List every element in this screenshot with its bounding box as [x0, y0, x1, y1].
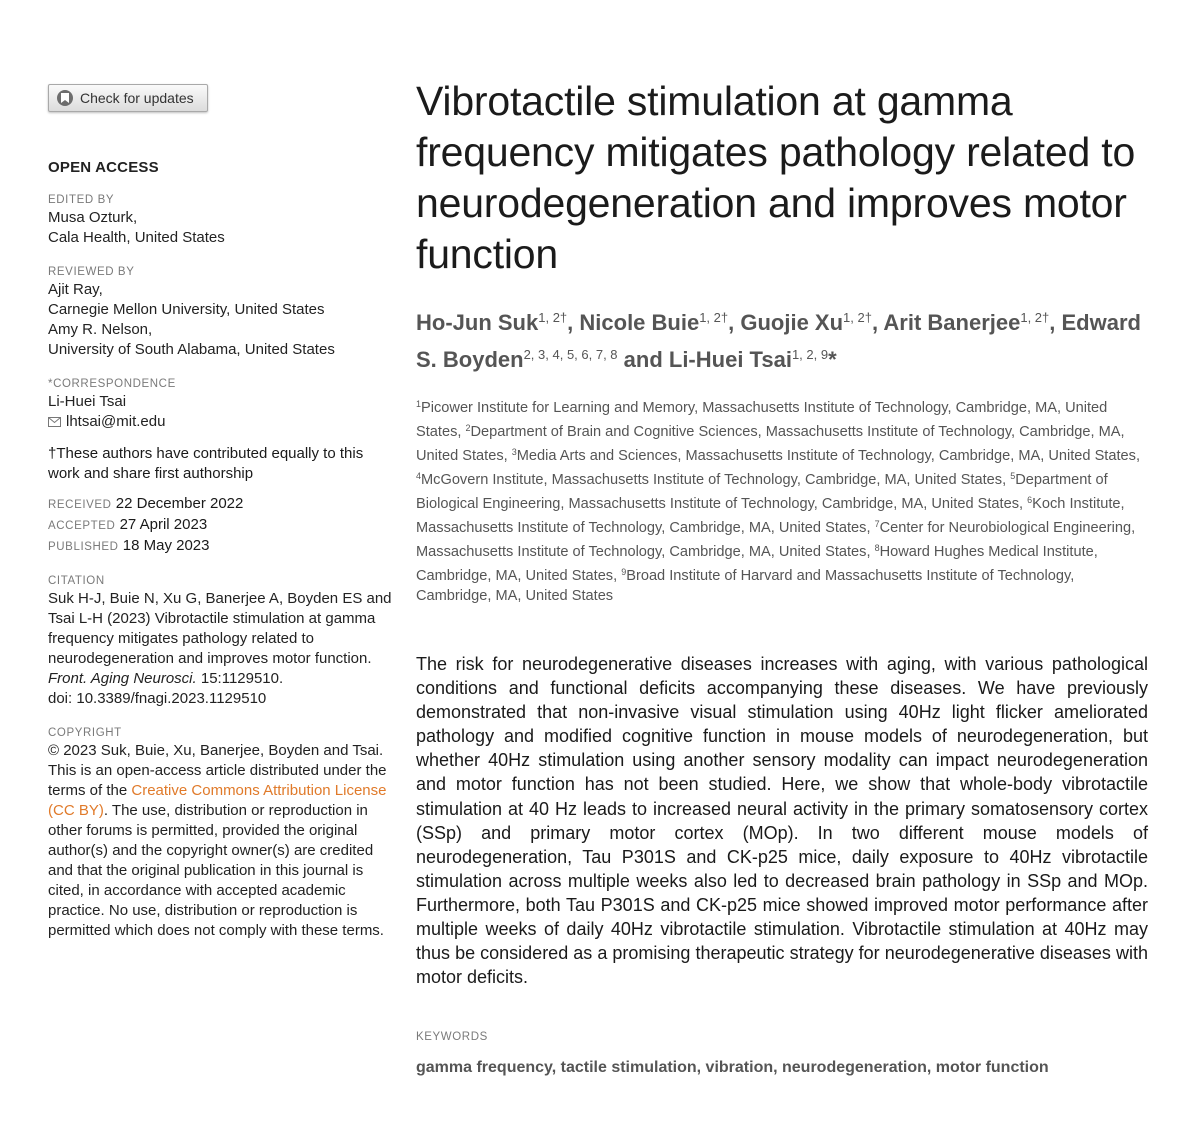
author-name[interactable]: Ho-Jun Suk	[416, 310, 539, 335]
citation-text: Suk H-J, Buie N, Xu G, Banerjee A, Boyden ES and Tsai L-H (2023) Vibrotactile stimulation at gamma frequency mitigates pathology related to neurodegeneration and improves motor function.	[48, 590, 392, 667]
reviewer-name: Ajit Ray,	[48, 281, 103, 298]
abstract: The risk for neurodegenerative diseases increases with aging, with various pathological conditions and functional deficits accompanying these diseases. We have previously demonstrated that non-invasive visual stimulation using 40Hz light flicker ameliorated pathology and modified cognitive function in mouse models of neurodegeneration, but whether 40Hz stimulation using another sensory modality can impact neurodegeneration and motor function has not been studied. Here, we show that whole-body vibrotactile stimulation at 40 Hz leads to increased neural activity in the primary somatosensory cortex (SSp) and primary motor cortex (MOp). In two different mouse models of neurodegeneration, Tau P301S and CK-p25 mice, daily exposure to 40Hz vibrotactile stimulation across multiple weeks also led to decreased brain pathology in SSp and MOp. Furthermore, both Tau P301S and CK-p25 mice showed improved motor performance after multiple weeks of daily 40Hz vibrotactile stimulation. Vibrotactile stimulation at 40Hz may thus be considered as a promising therapeutic strategy for neurodegenerative diseases with motor deficits.	[416, 654, 1148, 988]
bookmark-icon	[57, 90, 73, 106]
affiliation-text: Department of Biological Engineering, Massachusetts Institute of Technology, Cambridge, MA, United States,	[416, 472, 1108, 512]
equal-contribution-note: †These authors have contributed equally to this work and share first authorship	[48, 445, 364, 482]
copyright-section	[48, 725, 393, 941]
accepted-date-row	[48, 515, 393, 536]
editor-affiliation: Cala Health, United States	[48, 229, 225, 246]
reviewed-by-label: REVIEWED BY	[48, 266, 135, 278]
reviewer-affiliation: Carnegie Mellon University, United States	[48, 301, 325, 318]
author-list	[416, 302, 1152, 376]
reviewer-name: Amy R. Nelson,	[48, 321, 153, 338]
citation-volume: 15:1129510.	[200, 670, 284, 687]
email-row	[48, 412, 393, 432]
affiliation-number: 3	[511, 447, 517, 457]
citation-label: CITATION	[48, 575, 105, 587]
author-name[interactable]: Nicole Buie	[579, 310, 700, 335]
accepted-date: 27 April 2023	[119, 516, 208, 533]
affiliation-number: 6	[1027, 495, 1033, 505]
received-date: 22 December 2022	[115, 495, 244, 512]
affiliation-number: 8	[874, 543, 880, 553]
affiliation-text: Media Arts and Sciences, Massachusetts Institute of Technology, Cambridge, MA, United States,	[516, 448, 1140, 464]
affiliation-text: Center for Neurobiological Engineering, Massachusetts Institute of Technology, Cambridge, MA, United States,	[416, 520, 1136, 560]
affiliation-text: Koch Institute, Massachusetts Institute of Technology, Cambridge, MA, United States,	[416, 496, 1125, 536]
author-affiliation-sup: 1, 2†	[538, 310, 568, 325]
author-separator: ,	[871, 310, 884, 335]
affiliation-number: 1	[416, 399, 422, 409]
copyright-label: COPYRIGHT	[48, 727, 122, 739]
author-separator: ,	[1049, 310, 1062, 335]
published-date: 18 May 2023	[122, 537, 210, 554]
corresponding-author-mark: *	[828, 347, 837, 372]
affiliation-number: 4	[416, 471, 422, 481]
affiliation-text: Picower Institute for Learning and Memory, Massachusetts Institute of Technology, Cambridge, MA, United States,	[416, 400, 1108, 440]
affiliation-number: 7	[874, 519, 880, 529]
author-separator: ,	[728, 310, 741, 335]
affiliation-text: Department of Brain and Cognitive Sciences, Massachusetts Institute of Technology, Cambridge, MA, United States,	[416, 424, 1125, 464]
author-separator: and	[617, 347, 669, 372]
author-separator: ,	[567, 310, 580, 335]
affiliations	[416, 394, 1146, 606]
dates-section	[48, 494, 393, 557]
edited-by-label: EDITED BY	[48, 194, 115, 206]
affiliation-number: 5	[1010, 471, 1016, 481]
reviewed-by-section	[48, 264, 393, 360]
reviewer-affiliation: University of South Alabama, United States	[48, 341, 335, 358]
article-info-sidebar	[48, 84, 393, 941]
open-access-label: OPEN ACCESS	[48, 159, 159, 176]
keywords: gamma frequency, tactile stimulation, vibration, neurodegeneration, motor function	[416, 1059, 1049, 1077]
article-main	[416, 76, 1152, 1077]
mail-icon	[48, 417, 61, 427]
article-title: Vibrotactile stimulation at gamma frequency mitigates pathology related to neurodegeneration and improves motor function	[416, 78, 1136, 277]
keywords-label: KEYWORDS	[416, 1031, 488, 1044]
affiliation-text: McGovern Institute, Massachusetts Institute of Technology, Cambridge, MA, United States,	[421, 472, 1011, 488]
received-label: RECEIVED	[48, 499, 112, 511]
edited-by-section	[48, 192, 393, 248]
author-name[interactable]: Arit Banerjee	[883, 310, 1021, 335]
author-affiliation-sup: 2, 3, 4, 5, 6, 7, 8	[523, 347, 618, 362]
published-label: PUBLISHED	[48, 541, 119, 553]
published-date-row	[48, 536, 393, 557]
affiliation-number: 2	[465, 423, 471, 433]
check-for-updates-label: Check for updates	[80, 90, 194, 106]
author-affiliation-sup: 1, 2†	[699, 310, 729, 325]
correspondence-label: *CORRESPONDENCE	[48, 378, 176, 390]
check-for-updates-button[interactable]	[48, 84, 208, 112]
copyright-text: © 2023 Suk, Buie, Xu, Banerjee, Boyden and Tsai. This is an open-access article distributed under the terms of the	[48, 742, 387, 799]
license-link[interactable]: Creative Commons Attribution License (CC BY)	[48, 782, 387, 819]
copyright-text-continued: . The use, distribution or reproduction in other forums is permitted, provided the original author(s) and the copyright owner(s) are credited and that the original publication in this journal is cited, in accordance with accepted academic practice. No use, distribution or reproduction is permitted which does not comply with these terms.	[48, 802, 384, 939]
affiliation-number: 9	[621, 567, 627, 577]
accepted-label: ACCEPTED	[48, 520, 116, 532]
correspondence-name: Li-Huei Tsai	[48, 393, 127, 410]
affiliation-text: Howard Hughes Medical Institute, Cambridge, MA, United States,	[416, 544, 1098, 584]
author-affiliation-sup: 1, 2†	[843, 310, 872, 325]
affiliation-text: Broad Institute of Harvard and Massachusetts Institute of Technology, Cambridge, MA, United States	[416, 568, 1075, 604]
correspondence-section	[48, 376, 393, 432]
author-name[interactable]: Edward S. Boyden	[416, 310, 1141, 372]
received-date-row	[48, 494, 393, 515]
editor-name: Musa Ozturk,	[48, 209, 138, 226]
citation-journal: Front. Aging Neurosci.	[48, 670, 197, 687]
author-affiliation-sup: 1, 2, 9	[791, 347, 829, 362]
citation-doi: doi: 10.3389/fnagi.2023.1129510	[48, 690, 267, 707]
correspondence-email-link[interactable]: lhtsai@mit.edu	[66, 413, 166, 430]
author-name[interactable]: Li-Huei Tsai	[668, 347, 792, 372]
citation-section	[48, 573, 393, 709]
author-affiliation-sup: 1, 2†	[1020, 310, 1050, 325]
author-name[interactable]: Guojie Xu	[740, 310, 844, 335]
